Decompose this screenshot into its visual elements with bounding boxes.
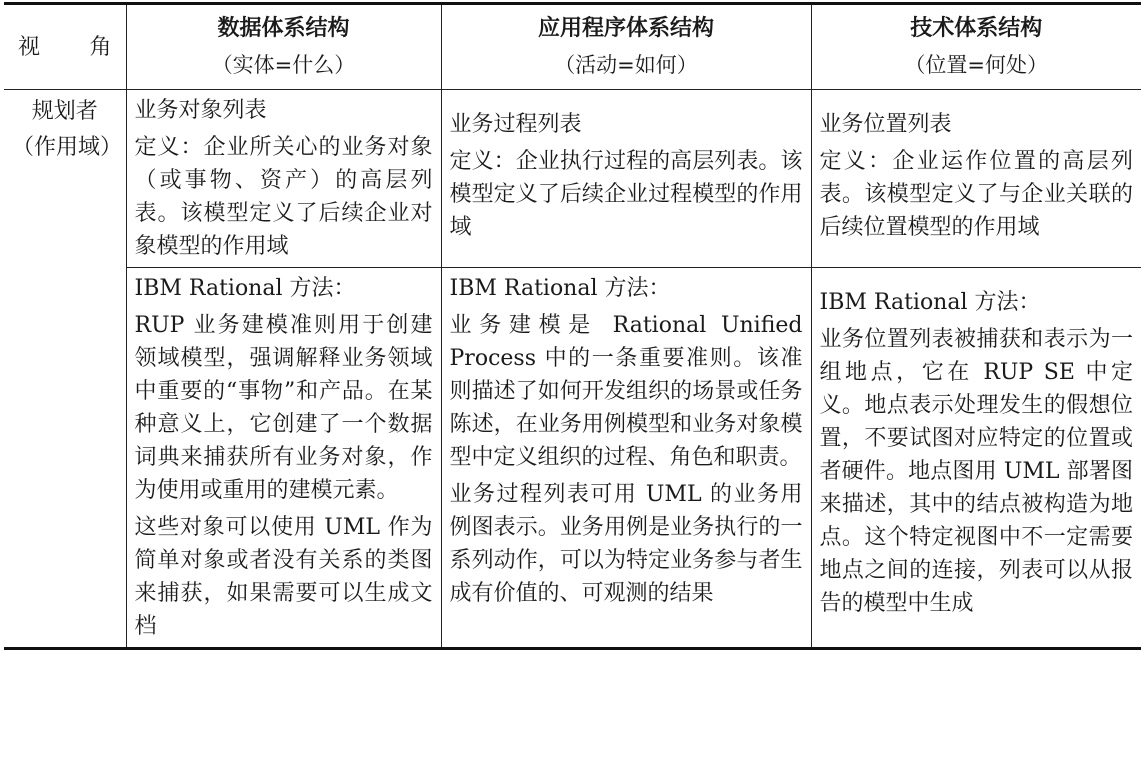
data-definition-cell: [126, 90, 441, 268]
tech-list-title: 业务位置列表: [819, 112, 952, 137]
app-list-title: 业务过程列表: [449, 112, 582, 137]
header-viewpoint: [4, 4, 126, 90]
viewer-scope-label: （作用域）: [12, 135, 123, 160]
header-application-architecture: [441, 4, 811, 90]
header-tech-subtitle: （位置=何处）: [904, 53, 1049, 77]
app-method-paragraph-1: 业务建模是 Rational Unified Process 中的一条重要准则。该准则描述了如何开发组织的场景或任务陈述，在业务用例模型和业务对象模型中定义组织的过程、角色和职责。: [449, 313, 803, 470]
data-list-title: 业务对象列表: [134, 98, 267, 123]
data-method-label: IBM Rational 方法：: [134, 276, 356, 301]
header-tech-title: 技术体系结构: [910, 16, 1043, 41]
app-method-paragraph-2: 业务过程列表可用 UML 的业务用例图表示。业务用例是业务执行的一系列动作，可以为特定业务参与者生成有价值的、可观测的结果: [449, 482, 803, 606]
viewer-planner-label: 规划者: [31, 99, 98, 124]
app-method-label: IBM Rational 方法：: [449, 276, 671, 301]
tech-method-paragraph-1: 业务位置列表被捕获和表示为一组地点，它在 RUP SE 中定义。地点表示处理发生的假想位置，不要试图对应特定的位置或者硬件。地点图用 UML 部署图来描述，其中的结点被构造为地点。这个特定视图中不一定需要地点之间的连接，列表可以从报告的模型中生成: [819, 327, 1133, 616]
header-data-architecture: [126, 4, 441, 90]
header-viewpoint-char2: 角: [89, 34, 112, 60]
tech-method-label: IBM Rational 方法：: [819, 290, 1041, 315]
header-data-subtitle: （实体=什么）: [211, 53, 356, 77]
header-technology-architecture: [811, 4, 1141, 90]
method-row: [4, 268, 1141, 649]
data-method-paragraph-1: RUP 业务建模准则用于创建领域模型，强调解释业务领域中重要的“事物”和产品。在某种意义上，它创建了一个数据词典来捕获所有业务对象，作为使用或重用的建模元素。: [134, 313, 433, 503]
zachman-table: [4, 2, 1141, 650]
header-row: [4, 4, 1141, 90]
data-method-paragraph-2: 这些对象可以使用 UML 作为简单对象或者没有关系的类图来捕获，如果需要可以生成文档: [134, 515, 433, 639]
header-viewpoint-char1: 视: [18, 34, 41, 60]
tech-definition-text: 定义：企业运作位置的高层列表。该模型定义了与企业关联的后续位置模型的作用域: [819, 149, 1133, 240]
data-definition-text: 定义：企业所关心的业务对象（或事物、资产）的高层列表。该模型定义了后续企业对象模型的作用域: [134, 135, 433, 259]
tech-method-cell: [811, 268, 1141, 649]
header-app-title: 应用程序体系结构: [537, 16, 714, 41]
definition-row: [4, 90, 1141, 268]
viewer-planner-cell: [4, 90, 126, 649]
header-app-subtitle: （活动=如何）: [554, 53, 698, 77]
header-data-title: 数据体系结构: [217, 16, 350, 41]
tech-definition-cell: [811, 90, 1141, 268]
app-definition-cell: [441, 90, 811, 268]
app-method-cell: [441, 268, 811, 649]
app-definition-text: 定义：企业执行过程的高层列表。该模型定义了后续企业过程模型的作用域: [449, 149, 803, 240]
data-method-cell: [126, 268, 441, 649]
